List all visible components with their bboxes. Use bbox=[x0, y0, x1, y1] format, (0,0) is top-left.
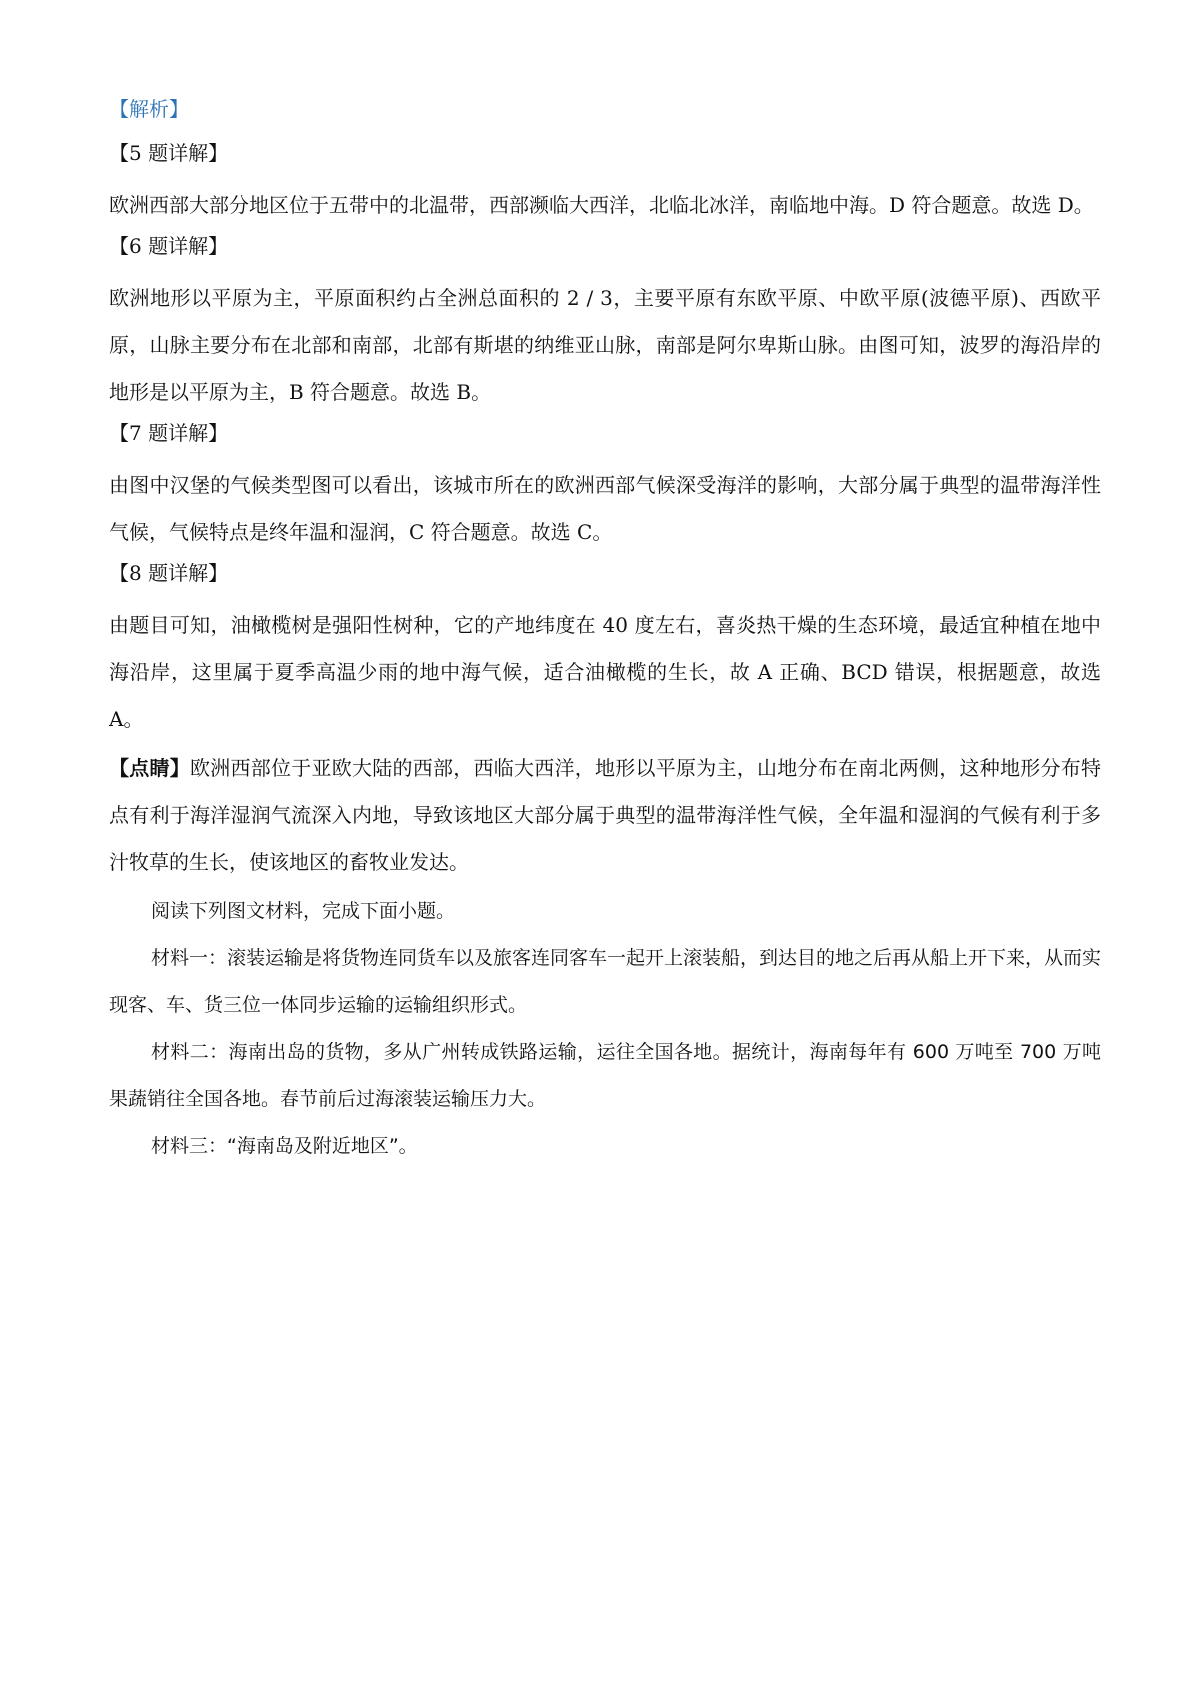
material-3: 材料三：“海南岛及附近地区”。 bbox=[151, 1135, 418, 1157]
tip-body: 欧洲西部位于亚欧大陆的西部，西临大西洋，地形以平原为主，山地分布在南北两侧，这种地形分布特点有利于海洋湿润气流深入内地，导致该地区大部分属于典型的温带海洋性气候，全年温和湿润的气候有利于多汁牧草的生长，使该地区的畜牧业发达。 bbox=[109, 756, 1101, 874]
tip-tag: 【点睛】 bbox=[109, 756, 190, 780]
material-2: 材料二：海南出岛的货物，多从广州转成铁路运输，运往全国各地。据统计，海南每年有 600 万吨至 700 万吨果蔬销往全国各地。春节前后过海滚装运输压力大。 bbox=[109, 1041, 1101, 1110]
materials-intro: 阅读下列图文材料，完成下面小题。 bbox=[151, 900, 456, 922]
tip-paragraph bbox=[109, 745, 1101, 886]
section-6-heading: 【6 题详解】 bbox=[109, 234, 229, 258]
section-8-body: 由题目可知，油橄榄树是强阳性树种，它的产地纬度在 40 度左右，喜炎热干燥的生态环境，最适宜种植在地中海沿岸，这里属于夏季高温少雨的地中海气候，适合油橄榄的生长，故 A 正确、BCD 错误，根据题意，故选 A。 bbox=[109, 613, 1101, 731]
analysis-label: 【解析】 bbox=[109, 97, 189, 121]
section-6-body: 欧洲地形以平原为主，平原面积约占全洲总面积的 2 / 3，主要平原有东欧平原、中欧平原(波德平原)、西欧平原，山脉主要分布在北部和南部，北部有斯堪的纳维亚山脉，南部是阿尔卑斯山脉。由图可知，波罗的海沿岸的地形是以平原为主，B 符合题意。故选 B。 bbox=[109, 286, 1101, 404]
material-1: 材料一：滚装运输是将货物连同货车以及旅客连同客车一起开上滚装船，到达目的地之后再从船上开下来，从而实现客、车、货三位一体同步运输的运输组织形式。 bbox=[109, 947, 1102, 1016]
page-content bbox=[109, 94, 1101, 1170]
section-7-body: 由图中汉堡的气候类型图可以看出，该城市所在的欧洲西部气候深受海洋的影响，大部分属于典型的温带海洋性气候，气候特点是终年温和湿润，C 符合题意。故选 C。 bbox=[109, 473, 1101, 544]
section-7-heading: 【7 题详解】 bbox=[109, 421, 229, 445]
section-5-body: 欧洲西部大部分地区位于五带中的北温带，西部濒临大西洋，北临北冰洋，南临地中海。D 符合题意。故选 D。 bbox=[109, 193, 1094, 217]
section-5-heading: 【5 题详解】 bbox=[109, 141, 229, 165]
section-8-heading: 【8 题详解】 bbox=[109, 561, 229, 585]
